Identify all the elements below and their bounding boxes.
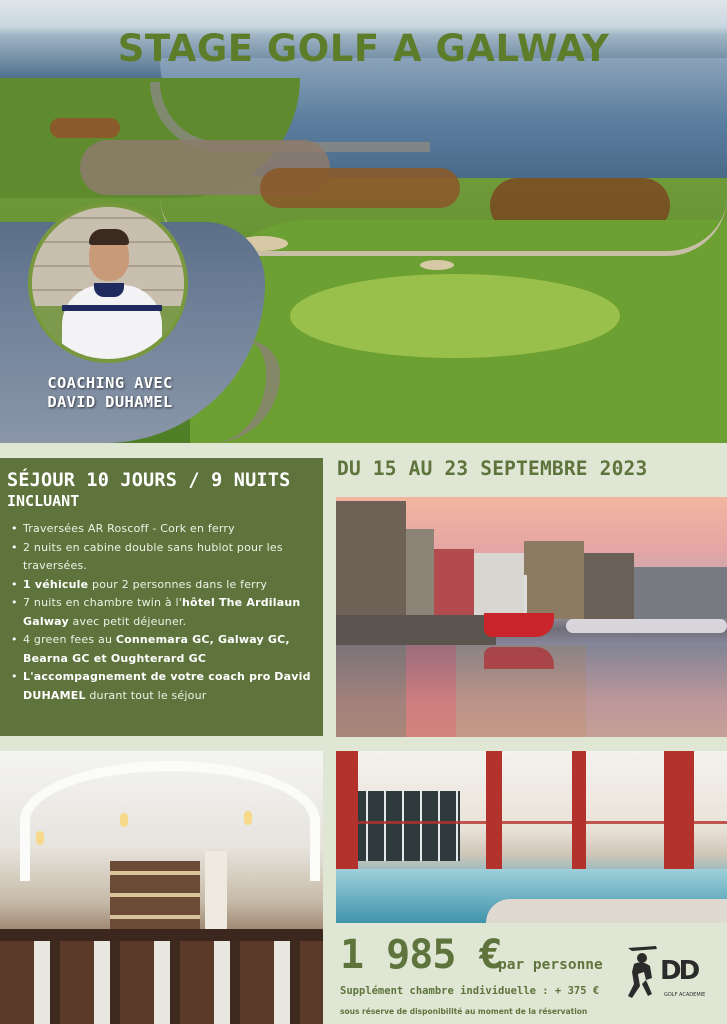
inclusion-item <box>7 594 315 631</box>
golf-academy-logo <box>622 944 722 1004</box>
stay-info-panel <box>0 458 323 736</box>
trip-dates: DU 15 AU 23 SEPTEMBRE 2023 <box>337 457 648 480</box>
logo-subtitle: GOLF ACADEMIE <box>664 992 706 998</box>
inclusion-text: 4 green fees au <box>23 633 116 646</box>
inclusions-list <box>7 520 315 705</box>
inclusion-text: Traversées AR Roscoff - Cork en ferry <box>23 522 235 535</box>
inclusion-text: Connemara GC, Galway GC, Bearna GC et Oughterard GC <box>23 633 290 665</box>
availability-note: sous réserve de disponibilité au moment de la réservation <box>340 1007 588 1016</box>
inclusion-text: L'accompagnement de votre coach pro <box>23 670 271 683</box>
price-amount: 1 985 € <box>340 932 502 978</box>
inclusion-text: hôtel The Ardilaun Galway <box>23 596 301 628</box>
inclusion-text: pour 2 personnes dans le ferry <box>88 577 268 591</box>
inclusion-text: 1 véhicule <box>23 577 89 591</box>
stay-duration-heading: SÉJOUR 10 JOURS / 9 NUITS <box>7 470 291 491</box>
coach-caption-line2: DAVID DUHAMEL <box>47 393 173 411</box>
golfer-silhouette-icon <box>622 944 662 1000</box>
coach-caption <box>10 374 210 412</box>
inclusion-text: 2 nuits en cabine double sans hublot pour les traversées. <box>23 540 283 572</box>
hotel-bar-photo <box>0 751 323 1024</box>
inclusion-item <box>7 668 315 705</box>
inclusion-item <box>7 576 315 595</box>
inclusion-item <box>7 631 315 668</box>
including-subheading: INCLUANT <box>7 492 80 510</box>
hotel-pool-photo <box>336 751 727 923</box>
single-room-supplement: Supplément chambre individuelle : + 375 € <box>340 985 600 997</box>
price-per-person: par personne <box>498 957 603 973</box>
inclusion-text: avec petit déjeuner. <box>68 614 187 628</box>
coach-portrait <box>28 203 188 363</box>
inclusion-item <box>7 539 315 576</box>
galway-harbor-photo <box>336 497 727 737</box>
coach-caption-line1: COACHING AVEC <box>47 374 173 392</box>
inclusion-text: David DUHAMEL <box>23 670 311 702</box>
inclusion-text: durant tout le séjour <box>85 688 207 702</box>
inclusion-item <box>7 520 315 539</box>
logo-mark: DD <box>660 956 698 986</box>
page-title: STAGE GOLF A GALWAY <box>117 27 610 70</box>
inclusion-text: 7 nuits en chambre twin à l' <box>23 596 183 609</box>
